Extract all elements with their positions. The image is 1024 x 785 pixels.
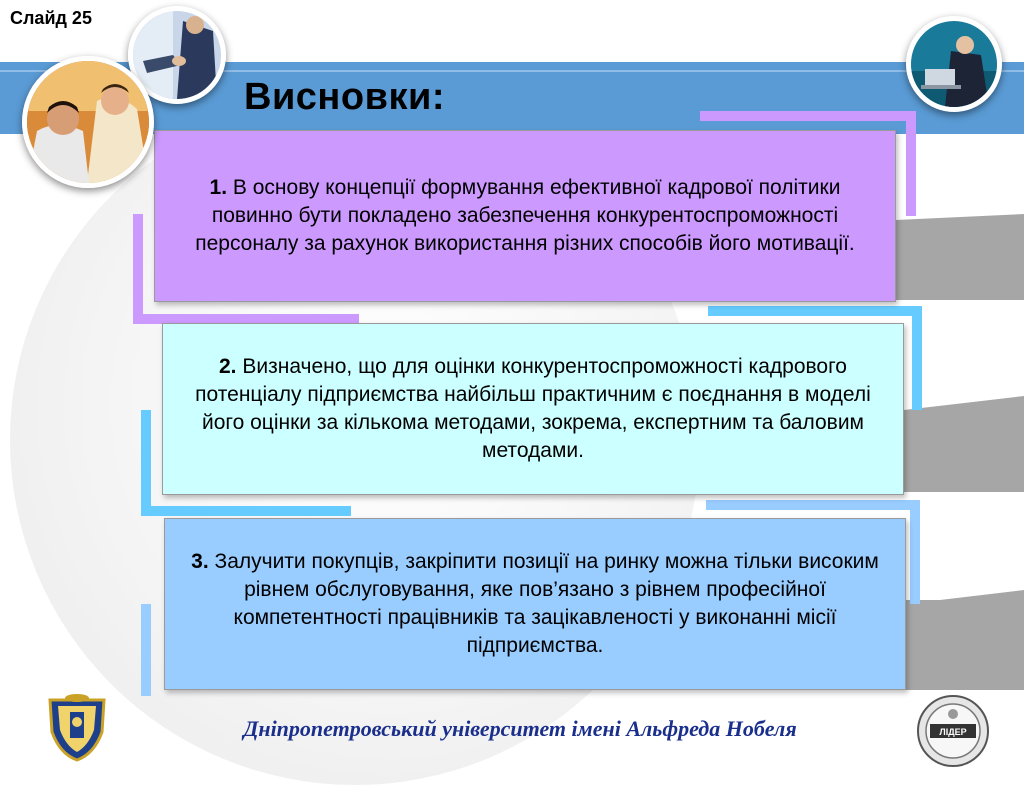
box1-accent-left xyxy=(133,214,143,324)
box3-accent-left xyxy=(141,604,151,696)
box3-accent-top xyxy=(706,500,920,510)
university-crest-logo xyxy=(44,692,110,762)
conclusion-text: В основу концепції формування ефективної кадрової політики повинно бути покладено забезпечення конкурентоспроможності персоналу за рахунок використання різних способів його мотивації. xyxy=(195,176,855,255)
conclusion-text: Залучити покупців, закріпити позиції на ринку можна тільки високим рівнем обслуговування, яке пов’язано з рівнем професійної компетентності працівників та зацікавленості у виконанні місії підприємства. xyxy=(214,550,879,657)
box2-accent-left xyxy=(141,410,151,516)
box3-accent-right xyxy=(910,500,920,604)
conclusion-box-1 xyxy=(154,130,896,302)
university-name: Дніпропетровський університет імені Альфреда Нобеля xyxy=(243,716,797,741)
conclusion-box-3 xyxy=(164,518,906,690)
box1-accent-right xyxy=(906,111,916,216)
conclusion-text: Визначено, що для оцінки конкурентоспроможності кадрового потенціалу підприємства найбільш практичним є поєднання в моделі його оцінки за кількома методами, зокрема, експертним та баловим методами. xyxy=(195,355,871,462)
conclusion-box-2 xyxy=(162,323,904,495)
conclusion-number: 2. xyxy=(219,355,237,378)
business-people-photo xyxy=(22,56,154,188)
conclusion-number: 3. xyxy=(191,550,209,573)
page-title: Висновки: xyxy=(244,76,445,118)
seal-label: ЛІДЕР xyxy=(939,727,967,737)
box2-accent-top xyxy=(708,306,922,316)
leader-seal-logo xyxy=(916,694,990,768)
box2-accent-right xyxy=(912,306,922,410)
slide-number: Слайд 25 xyxy=(10,8,92,28)
conclusion-number: 1. xyxy=(209,176,228,199)
businessman-laptop-photo xyxy=(906,16,1002,112)
box1-accent-top xyxy=(700,111,916,121)
box2-accent-bottom xyxy=(141,506,351,516)
